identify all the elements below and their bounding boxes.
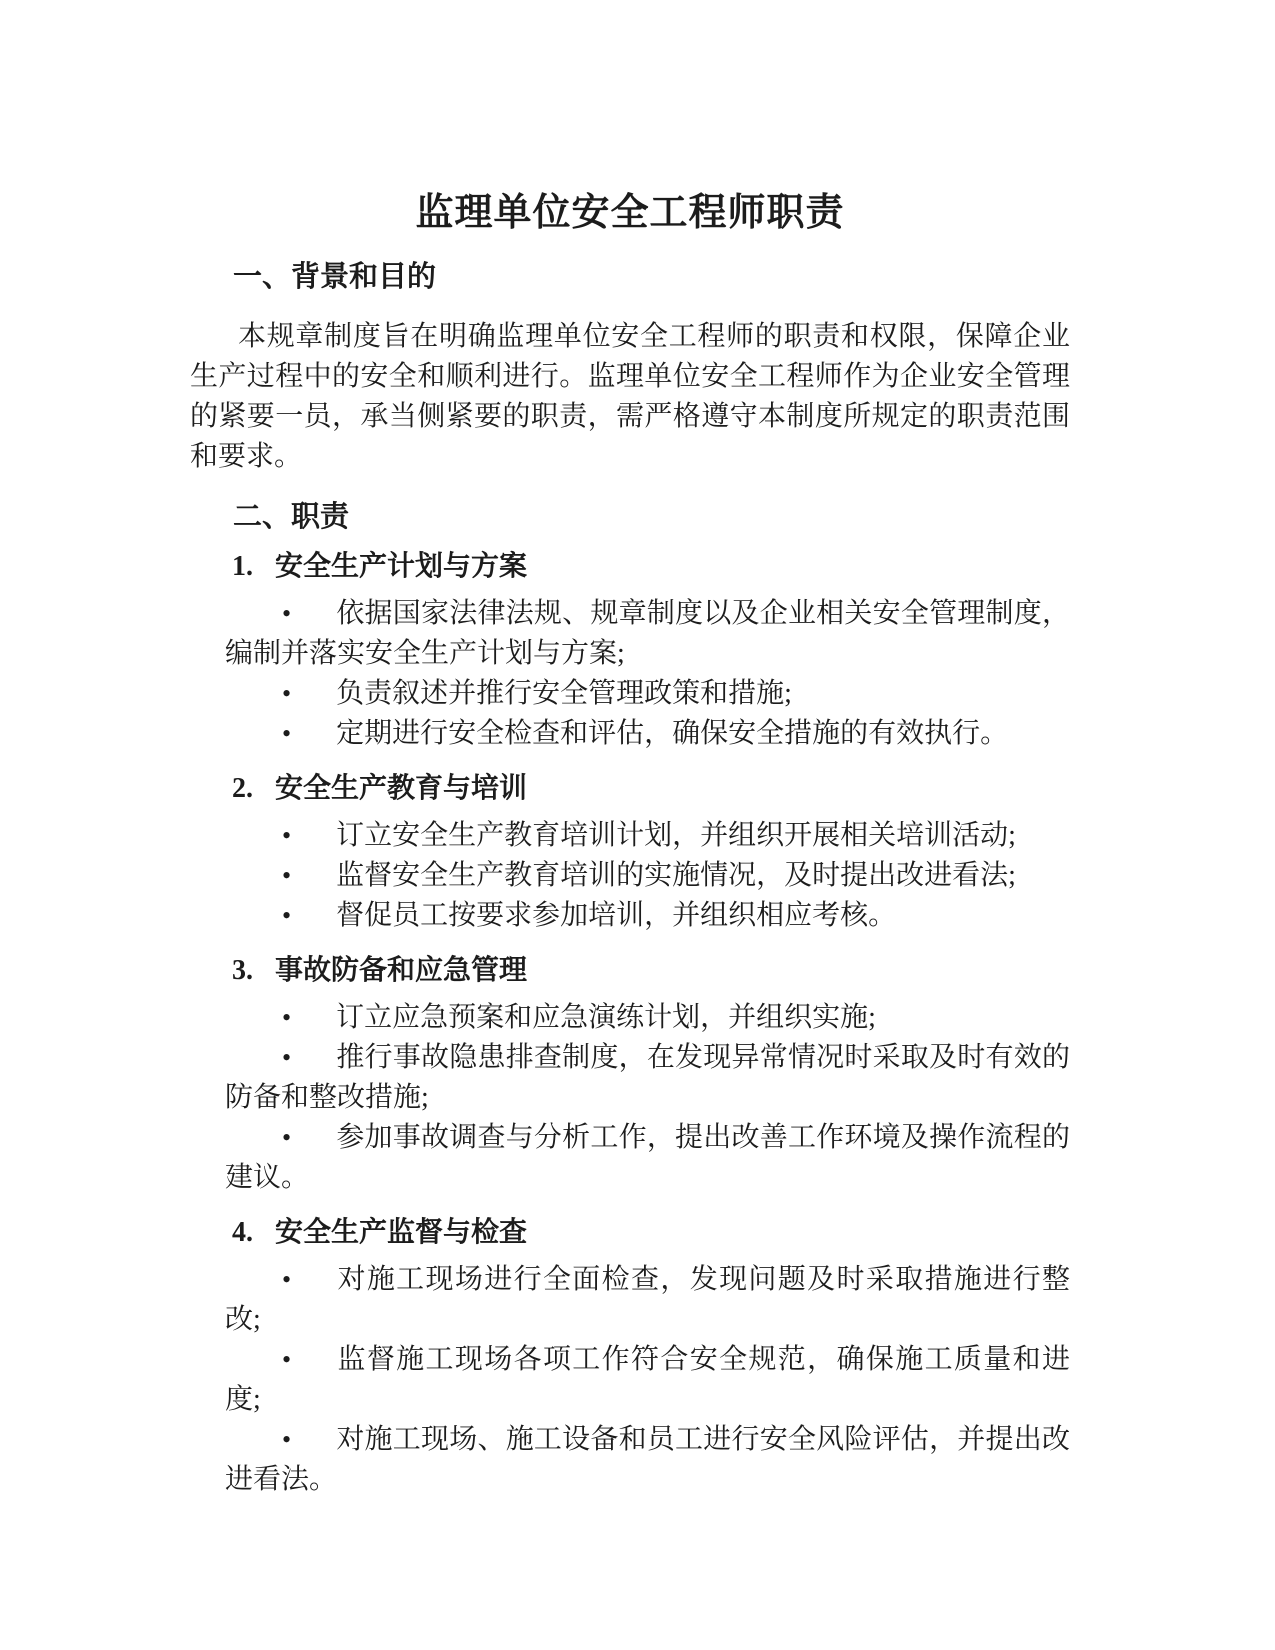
duty-3-bullets — [225, 998, 1070, 1198]
bullet-item — [225, 1260, 1070, 1340]
bullet-marker-icon: • — [282, 1123, 292, 1152]
bullet-marker-icon: • — [282, 1043, 292, 1072]
bullet-text: 督促员工按要求参加培训，并组织相应考核。 — [336, 900, 897, 931]
bullet-text: 负责叙述并推行安全管理政策和措施; — [336, 678, 792, 709]
bullet-marker-icon: • — [282, 1345, 292, 1374]
bullet-marker-icon: • — [282, 719, 292, 748]
duty-1-bullets — [225, 594, 1070, 754]
bullet-item — [225, 1038, 1070, 1118]
bullet-item — [225, 856, 1070, 896]
section-one-heading: 一、背景和目的 — [233, 261, 437, 293]
bullet-marker-icon: • — [282, 599, 292, 628]
duty-3-heading — [232, 956, 1070, 986]
duty-2-bullets — [225, 816, 1070, 936]
bullet-marker-icon: • — [282, 821, 292, 850]
bullet-item — [225, 714, 1070, 754]
bullet-item — [225, 1118, 1070, 1198]
bullet-item — [225, 594, 1070, 674]
section-two-heading: 二、职责 — [233, 501, 350, 533]
bullet-marker-icon: • — [282, 1003, 292, 1032]
bullet-text: 依据国家法律法规、规章制度以及企业相关安全管理制度，编制并落实安全生产计划与方案; — [225, 598, 1070, 669]
duty-4-bullets — [225, 1260, 1070, 1500]
bullet-text: 定期进行安全检查和评估，确保安全措施的有效执行。 — [336, 718, 1009, 749]
duty-4-heading — [232, 1218, 1070, 1248]
duty-section-2 — [190, 774, 1070, 936]
duty-3-number: 3. — [232, 955, 253, 986]
duty-4-number: 4. — [232, 1217, 253, 1248]
bullet-marker-icon: • — [282, 901, 292, 930]
bullet-text: 订立应急预案和应急演练计划，并组织实施; — [336, 1002, 876, 1033]
page-title: 监理单位安全工程师职责 — [415, 192, 845, 234]
bullet-item — [225, 896, 1070, 936]
duty-2-title: 安全生产教育与培训 — [275, 773, 528, 804]
background-paragraph: 本规章制度旨在明确监理单位安全工程师的职责和权限，保障企业生产过程中的安全和顺利进行。监理单位安全工程师作为企业安全管理的紧要一员，承当侧紧要的职责，需严格遵守本制度所规定的职责范围和要求。 — [190, 321, 1070, 472]
bullet-text: 参加事故调查与分析工作，提出改善工作环境及操作流程的建议。 — [225, 1122, 1070, 1193]
bullet-text: 监督施工现场各项工作符合安全规范，确保施工质量和进度; — [225, 1344, 1070, 1415]
bullet-marker-icon: • — [282, 679, 292, 708]
bullet-marker-icon: • — [282, 861, 292, 890]
duty-1-number: 1. — [232, 551, 253, 582]
duty-1-heading — [232, 552, 1070, 582]
bullet-item — [225, 998, 1070, 1038]
bullet-text: 推行事故隐患排查制度，在发现异常情况时采取及时有效的防备和整改措施; — [225, 1042, 1070, 1113]
duty-section-1 — [190, 552, 1070, 754]
bullet-marker-icon: • — [282, 1425, 292, 1454]
duty-section-4 — [190, 1218, 1070, 1500]
bullet-text: 对施工现场进行全面检查，发现问题及时采取措施进行整改; — [225, 1264, 1070, 1335]
bullet-item — [225, 816, 1070, 856]
bullet-text: 订立安全生产教育培训计划，并组织开展相关培训活动; — [336, 820, 1016, 851]
bullet-text: 对施工现场、施工设备和员工进行安全风险评估，并提出改进看法。 — [225, 1424, 1070, 1495]
duty-2-number: 2. — [232, 773, 253, 804]
duty-section-3 — [190, 956, 1070, 1198]
duty-4-title: 安全生产监督与检查 — [275, 1217, 528, 1248]
bullet-item — [225, 1420, 1070, 1500]
duty-3-title: 事故防备和应急管理 — [275, 955, 528, 986]
duty-1-title: 安全生产计划与方案 — [275, 551, 528, 582]
duty-2-heading — [232, 774, 1070, 804]
bullet-marker-icon: • — [282, 1265, 292, 1294]
bullet-item — [225, 674, 1070, 714]
bullet-text: 监督安全生产教育培训的实施情况，及时提出改进看法; — [336, 860, 1016, 891]
bullet-item — [225, 1340, 1070, 1420]
